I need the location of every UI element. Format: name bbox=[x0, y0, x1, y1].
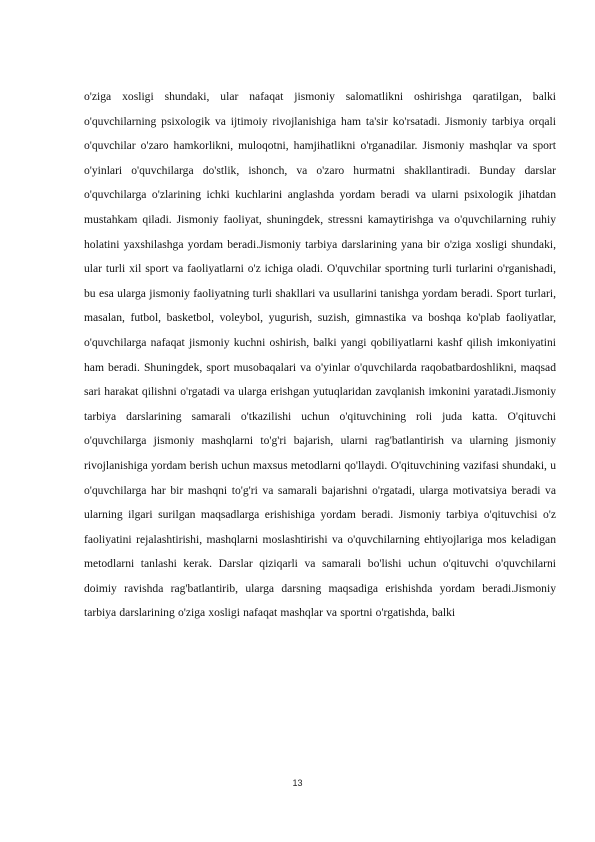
body-paragraph: o'ziga xosligi shundaki, ular nafaqat jismoniy salomatlikni oshirishga qaratilgan, balki o'quvchilarning psixologik va ijtimoiy rivojlanishiga ham ta'sir ko'rsatadi. Jismoniy tarbiya orqali o'quvchilar o'zaro hamkorlikni, muloqotni, hamjihatlikni o'rganadilar. Jismoniy mashqlar va sport o'yinlari o'quvchilarga do'stlik, ishonch, va o'zaro hurmatni shakllantiradi. Bunday darslar o'quvchilarga o'zlarining ichki kuchlarini anglashda yordam beradi va ularni psixologik jihatdan mustahkam qiladi. Jismoniy faoliyat, shuningdek, stressni kamaytirishga va o'quvchilarning ruhiy holatini yaxshilashga yordam beradi.Jismoniy tarbiya darslarining yana bir o'ziga xosligi shundaki, ular turli xil sport va faoliyatlarni o'z ichiga oladi. O'quvchilar sportning turli turlarini o'rganishadi, bu esa ularga jismoniy faoliyatning turli shakllari va usullarini tanishga yordam beradi. Sport turlari, masalan, futbol, basketbol, voleybol, yugurish, suzish, gimnastika va boshqa ko'plab faoliyatlar, o'quvchilarga nafaqat jismoniy kuchni oshirish, balki yangi qobiliyatlarni kashf qilish imkoniyatini ham beradi. Shuningdek, sport musobaqalari va o'yinlar o'quvchilarda raqobatbardoshlikni, maqsad sari harakat qilishni o'rgatadi va ularga erishgan yutuqlaridan zavqlanish imkonini yaratadi.Jismoniy tarbiya darslarining samarali o'tkazilishi uchun o'qituvchining roli juda katta. O'qituvchi o'quvchilarga jismoniy mashqlarni to'g'ri bajarish, ularni rag'batlantirish va ularning jismoniy rivojlanishiga yordam berish uchun maxsus metodlarni qo'llaydi. O'qituvchining vazifasi shundaki, u o'quvchilarga har bir mashqni to'g'ri va samarali bajarishni o'rgatadi, ularga motivatsiya beradi va ularning ilgari surilgan maqsadlarga erishishiga yordam beradi. Jismoniy tarbiya o'qituvchisi o'z faoliyatini rejalashtirishi, mashqlarni moslashtirishi va o'quvchilarning ehtiyojlariga mos keladigan metodlarni tanlashi kerak. Darslar qiziqarli va samarali bo'lishi uchun o'qituvchi o'quvchilarni doimiy ravishda rag'batlantirib, ularga darsning maqsadiga erishishda yordam beradi.Jismoniy tarbiya darslarining o'ziga xosligi nafaqat mashqlar va sportni o'rgatishda, balki bbox=[84, 90, 556, 620]
page-number: 13 bbox=[292, 778, 303, 788]
